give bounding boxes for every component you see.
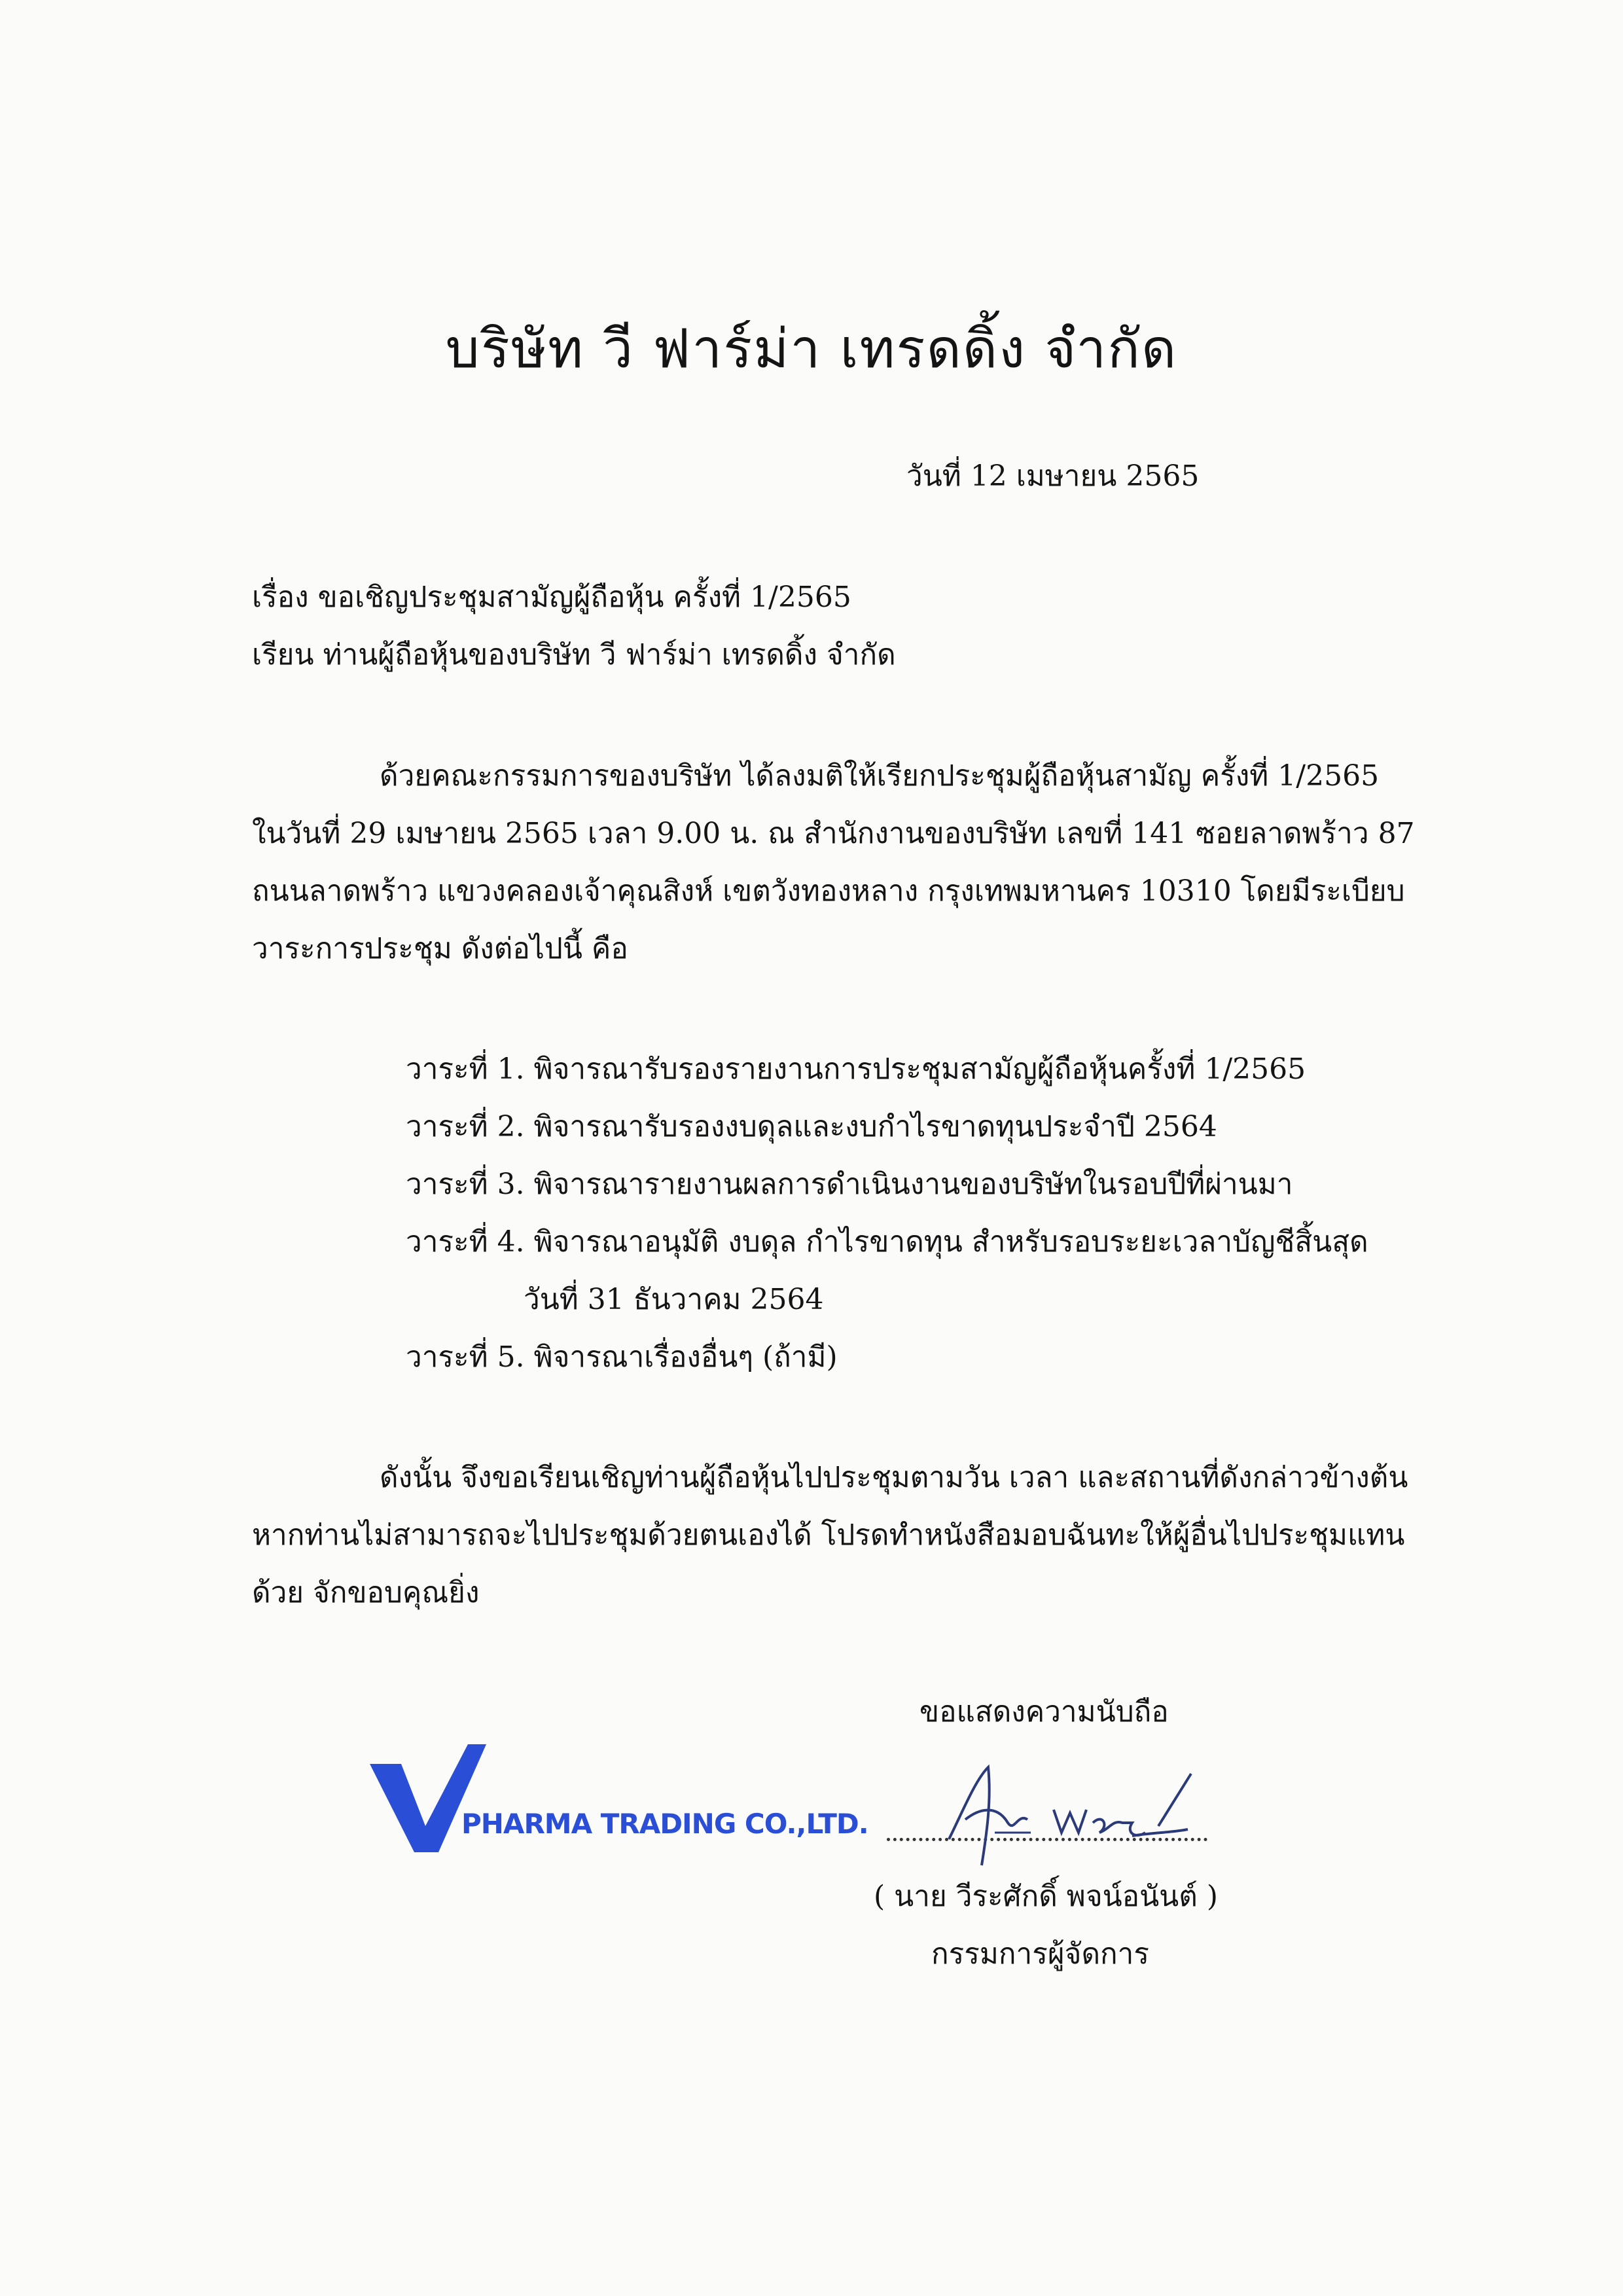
paragraph-line: ด้วยคณะกรรมการของบริษัท ได้ลงมติให้เรียกประชุมผู้ถือหุ้นสามัญ ครั้งที่ 1/2565 [380, 759, 1380, 793]
signer-name: ( นาย วีระศักดิ์ พจน์อนันต์ ) [874, 1880, 1218, 1913]
subject-line: เรื่อง ขอเชิญประชุมสามัญผู้ถือหุ้น ครั้งที่ 1/2565 [252, 581, 851, 614]
agenda-item-2: วาระที่ 2. พิจารณารับรองงบดุลและงบกำไรขาดทุนประจำปี 2564 [406, 1110, 1217, 1143]
logo-text: PHARMA TRADING CO.,LTD. [461, 1808, 868, 1840]
agenda-item-4-continued: วันที่ 31 ธันวาคม 2564 [524, 1283, 824, 1316]
paragraph-line: วาระการประชุม ดังต่อไปนี้ คือ [252, 932, 628, 965]
agenda-item-5: วาระที่ 5. พิจารณาเรื่องอื่นๆ (ถ้ามี) [406, 1340, 838, 1374]
paragraph-line: ถนนลาดพร้าว แขวงคลองเจ้าคุณสิงห์ เขตวังทองหลาง กรุงเทพมหานคร 10310 โดยมีระเบียบ [252, 874, 1405, 908]
agenda-item-4: วาระที่ 4. พิจารณาอนุมัติ งบดุล กำไรขาดทุน สำหรับรอบระยะเวลาบัญชีสิ้นสุด [406, 1225, 1368, 1259]
paragraph-line: ดังนั้น จึงขอเรียนเชิญท่านผู้ถือหุ้นไปประชุมตามวัน เวลา และสถานที่ดังกล่าวข้างต้น [380, 1461, 1408, 1494]
paragraph-line: หากท่านไม่สามารถจะไปประชุมด้วยตนเองได้ โปรดทำหนังสือมอบฉันทะให้ผู้อื่นไปประชุมแทน [252, 1518, 1405, 1552]
signature-mark [936, 1741, 1217, 1872]
closing-text: ขอแสดงความนับถือ [919, 1695, 1169, 1729]
agenda-item-3: วาระที่ 3. พิจารณารายงานผลการดำเนินงานของบริษัทในรอบปีที่ผ่านมา [406, 1168, 1293, 1201]
signer-title: กรรมการผู้จัดการ [931, 1937, 1150, 1971]
agenda-item-1: วาระที่ 1. พิจารณารับรองรายงานการประชุมสามัญผู้ถือหุ้นครั้งที่ 1/2565 [406, 1052, 1306, 1086]
paragraph-line: ด้วย จักขอบคุณยิ่ง [252, 1576, 480, 1609]
letter-date: วันที่ 12 เมษายน 2565 [906, 459, 1200, 493]
recipient-line: เรียน ท่านผู้ถือหุ้นของบริษัท วี ฟาร์ม่า เทรดดิ้ง จำกัด [252, 638, 896, 672]
company-title: บริษัท วี ฟาร์ม่า เทรดดิ้ง จำกัด [445, 318, 1178, 380]
paragraph-line: ในวันที่ 29 เมษายน 2565 เวลา 9.00 น. ณ สำนักงานของบริษัท เลขที่ 141 ซอยลาดพร้าว 87 [252, 817, 1415, 850]
